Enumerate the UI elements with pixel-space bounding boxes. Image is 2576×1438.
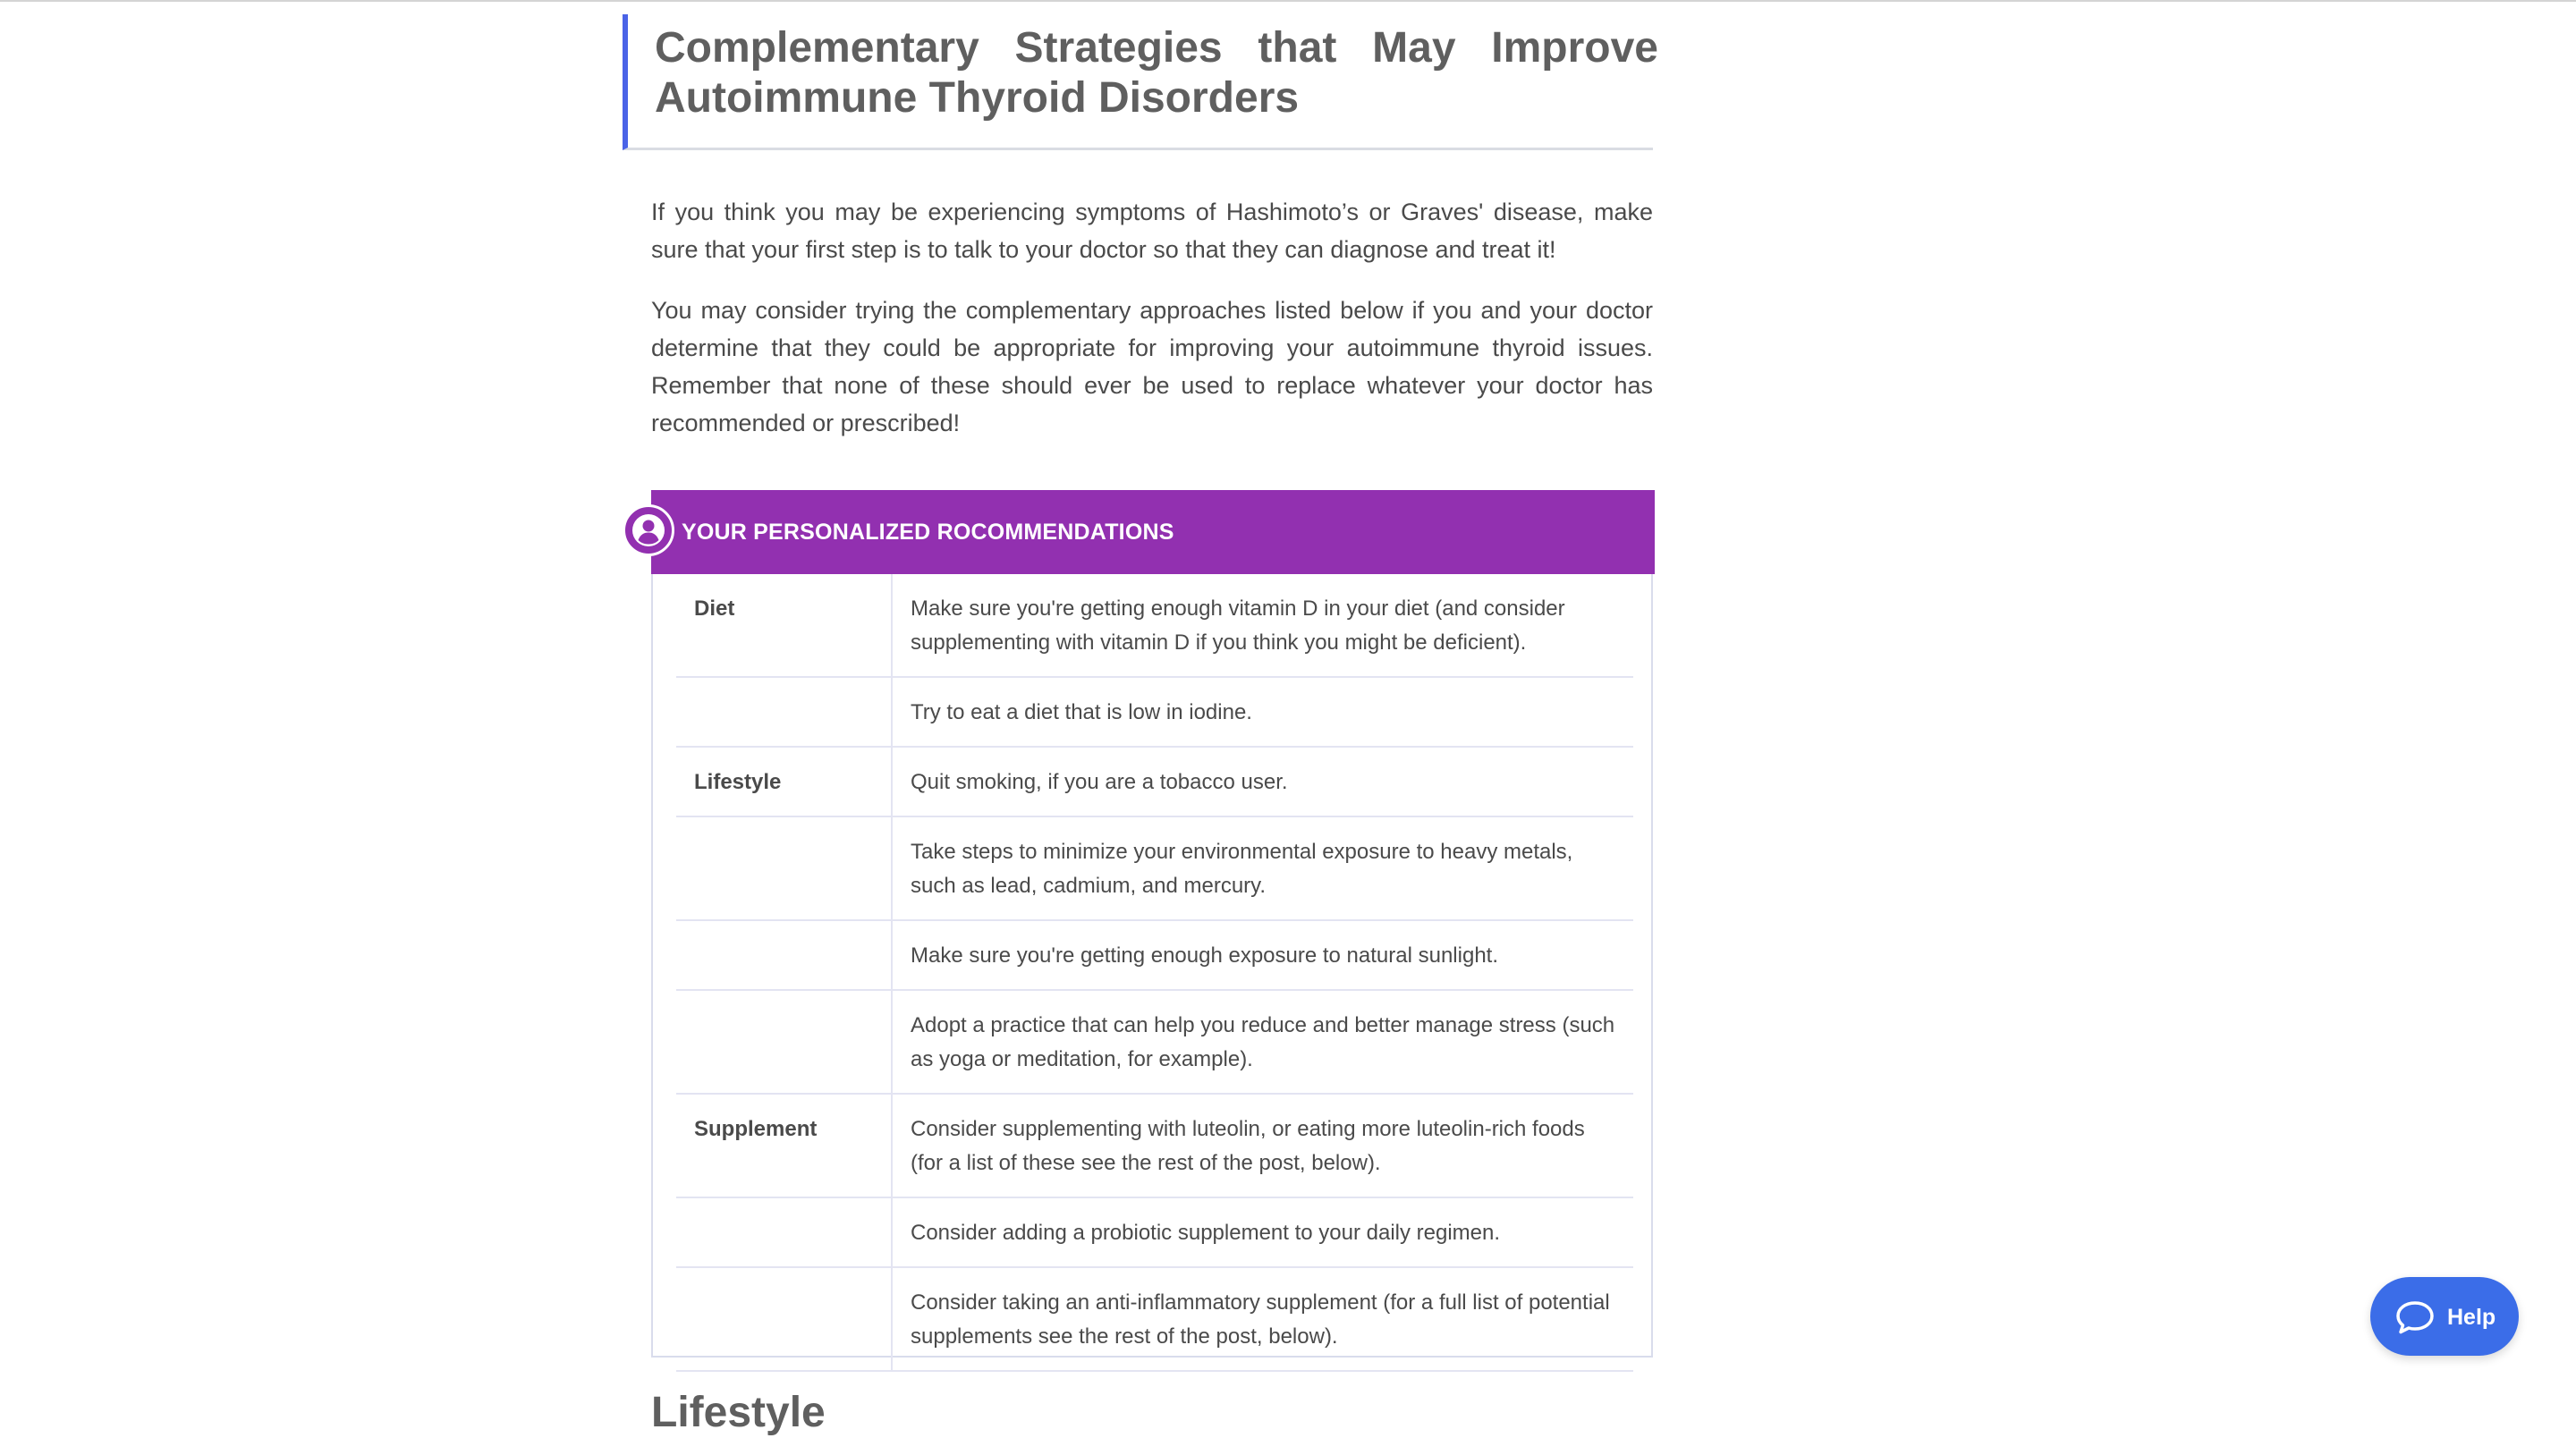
top-divider — [0, 0, 2576, 2]
table-row — [676, 990, 1633, 1094]
tip-cell: Make sure you're getting enough vitamin D in your diet (and consider supplementing with vitamin D if you think you might be deficient). — [892, 574, 1633, 677]
recommendations-card — [651, 490, 1653, 1358]
recommendations-table — [676, 574, 1633, 1372]
category-cell — [676, 1267, 892, 1371]
recommendations-title: YOUR PERSONALIZED ROCOMMENDATIONS — [682, 520, 1174, 545]
tip-cell: Consider supplementing with luteolin, or eating more luteolin-rich foods (for a list of these see the rest of the post, below). — [892, 1094, 1633, 1197]
table-row — [676, 1267, 1633, 1371]
table-row — [676, 747, 1633, 816]
recommendations-header — [651, 490, 1655, 574]
section-title — [655, 23, 1658, 123]
table-row — [676, 816, 1633, 920]
table-row — [676, 677, 1633, 747]
tip-cell: Consider adding a probiotic supplement to your daily regimen. — [892, 1197, 1633, 1267]
tip-cell: Adopt a practice that can help you reduce and better manage stress (such as yoga or meditation, for example). — [892, 990, 1633, 1094]
table-row — [676, 1094, 1633, 1197]
next-section-heading: Lifestyle — [651, 1389, 826, 1436]
section-title-line1: Complementary Strategies that May Improve — [655, 24, 1658, 72]
category-cell — [676, 990, 892, 1094]
tip-cell: Consider taking an anti-inflammatory supplement (for a full list of potential supplements see the rest of the post, below). — [892, 1267, 1633, 1371]
intro-paragraph: You may consider trying the complementary approaches listed below if you and your doctor determine that they could be appropriate for improving your autoimmune thyroid issues. Remember that none of these should ever be used to replace whatever your doctor has recommended or prescribed! — [651, 297, 1653, 436]
intro-paragraph: If you think you may be experiencing symptoms of Hashimoto’s or Graves' disease, make sure that your first step is to talk to your doctor so that they can diagnose and treat it! — [651, 199, 1653, 263]
chat-bubble-icon — [2395, 1300, 2435, 1337]
tip-cell: Quit smoking, if you are a tobacco user. — [892, 747, 1633, 816]
table-row — [676, 574, 1633, 677]
section-title-line2: Autoimmune Thyroid Disorders — [655, 74, 1300, 122]
category-cell: Lifestyle — [676, 747, 892, 816]
tip-cell: Make sure you're getting enough exposure to natural sunlight. — [892, 920, 1633, 990]
category-cell — [676, 920, 892, 990]
table-row — [676, 1197, 1633, 1267]
category-cell — [676, 1197, 892, 1267]
section-heading-block — [623, 14, 1658, 150]
category-cell — [676, 816, 892, 920]
category-cell — [676, 677, 892, 747]
user-circle-icon — [623, 504, 674, 556]
intro-text — [651, 193, 1653, 465]
category-cell: Diet — [676, 574, 892, 677]
tip-cell: Take steps to minimize your environmental exposure to heavy metals, such as lead, cadmium, and mercury. — [892, 816, 1633, 920]
help-label: Help — [2447, 1305, 2496, 1330]
category-cell: Supplement — [676, 1094, 892, 1197]
table-row — [676, 920, 1633, 990]
tip-cell: Try to eat a diet that is low in iodine. — [892, 677, 1633, 747]
help-button[interactable] — [2370, 1277, 2519, 1356]
